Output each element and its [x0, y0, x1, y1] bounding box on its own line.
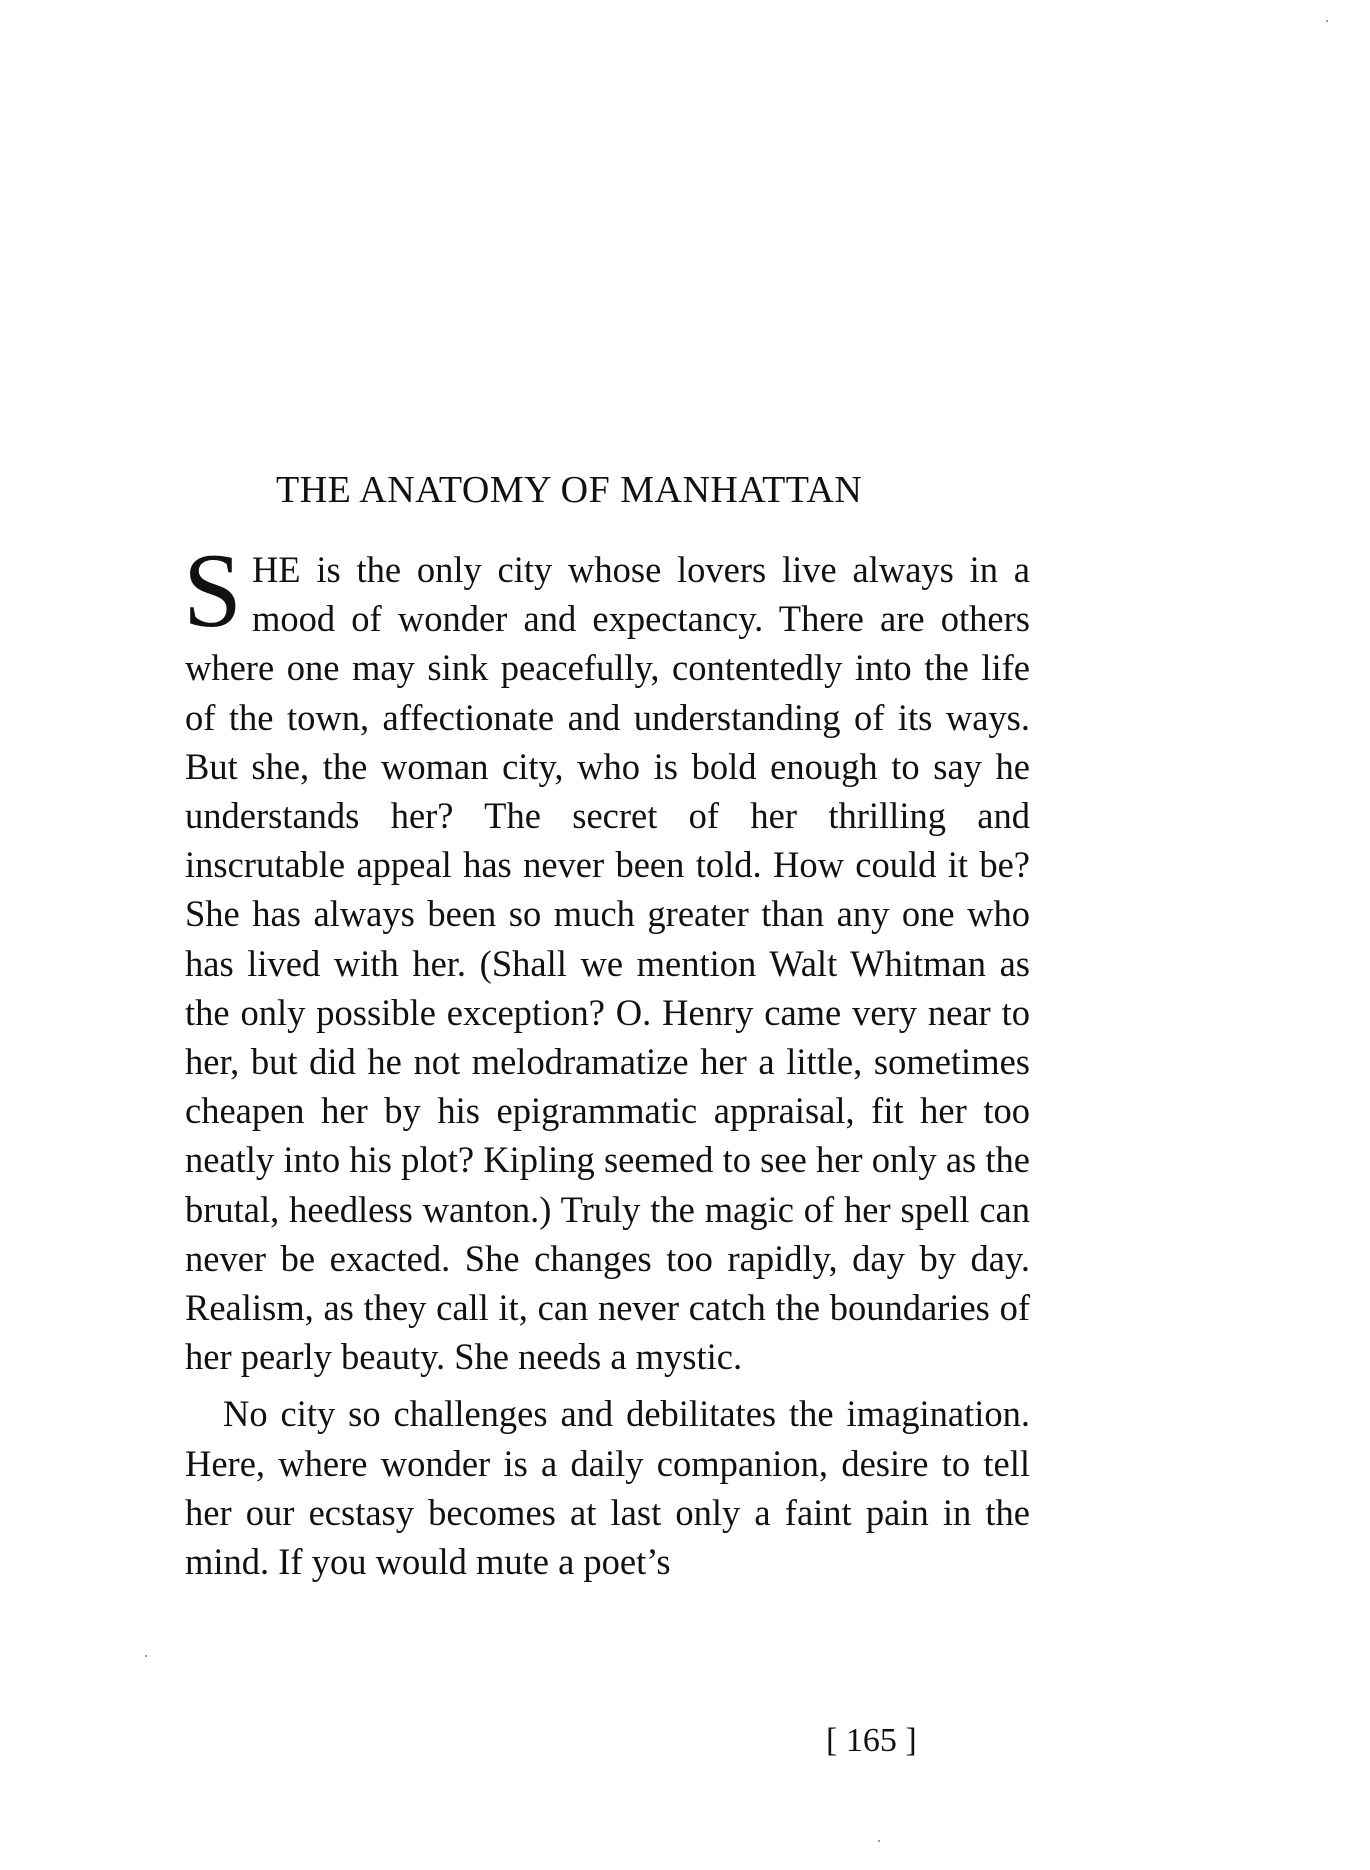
- paragraph-1: [183, 532, 1030, 1381]
- paragraph-2-text: No city so challenges and debilitates the imagination. Here, where wonder is a daily companion, desire to tell her our ecstasy becomes at last only a faint pain in the mind. If you would mute a poet’s: [185, 1393, 1030, 1583]
- scan-speck: [878, 1840, 880, 1842]
- scan-speck: [1326, 20, 1328, 22]
- running-header: THE ANATOMY OF MANHATTAN: [276, 469, 863, 511]
- page-number: [ 165 ]: [826, 1722, 917, 1759]
- paragraph-1-lead: HE: [251, 549, 301, 590]
- paragraph-1-text: is the only city whose lovers live always in a mood of wonder and expectancy. There are others where one may sink peacefully, contentedly into the life of the town, affectionate and understanding of its ways. But she, the woman city, who is bold enough to say he understands her? The secret of her thrilling and inscrutable appeal has never been told. How could it be? She has always been so much greater than any one who has lived with her. (Shall we mention Walt Whitman as the only possible exception? O. Henry came very near to her, but did he not melodramatize her a little, sometimes cheapen her by his epigrammatic appraisal, fit her too neatly into his plot? Kipling seemed to see her only as the brutal, heedless wanton.) Truly the magic of her spell can never be exacted. She changes too rapidly, day by day. Realism, as they call it, can never catch the boundaries of her pearly beauty. She needs a mystic.: [185, 549, 1030, 1378]
- paragraph-2: [185, 1389, 1030, 1586]
- scan-speck: [145, 1655, 147, 1657]
- body-text: [183, 532, 1030, 1586]
- drop-cap: S: [183, 532, 242, 649]
